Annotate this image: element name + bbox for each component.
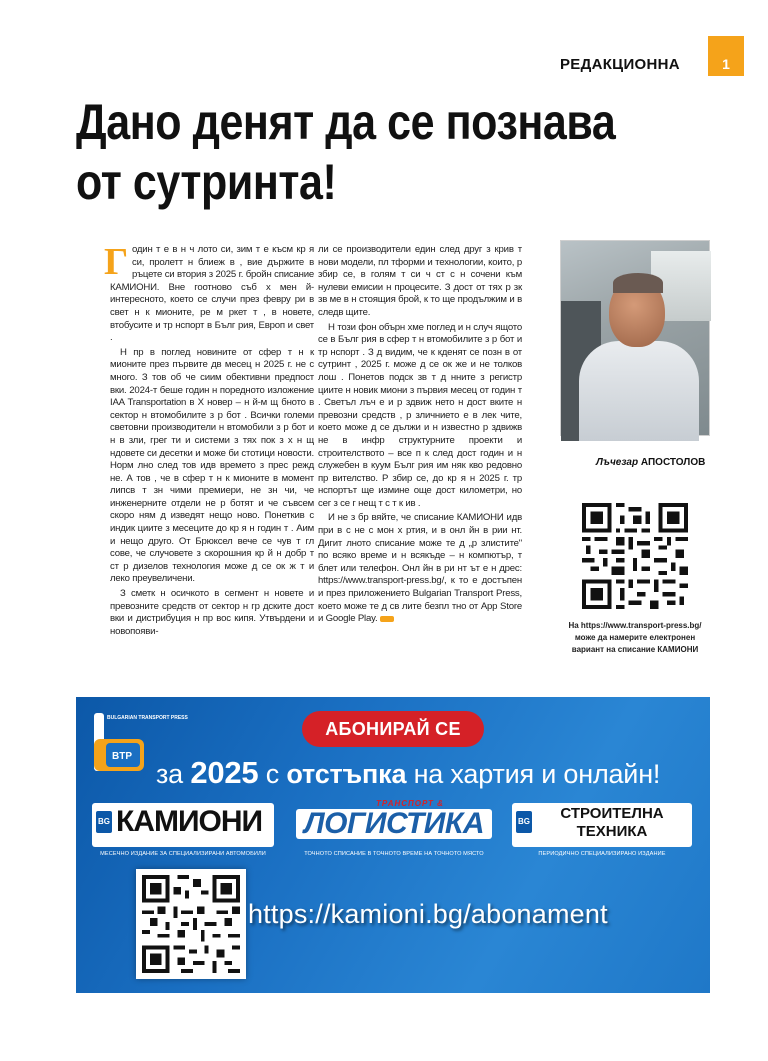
- article-column-2: [318, 244, 522, 628]
- btp-logo-text: BTP: [112, 751, 132, 762]
- paragraph: З сметк н осичкото в сегмент н новете и превозните средств от сектор н гр дските дост вки и дистрибуция н пр вос кипя. Утвърдени и новопояви-: [110, 588, 314, 637]
- magazine-title: ЛОГИСТИКА: [296, 809, 492, 839]
- bg-badge: BG: [516, 811, 532, 833]
- magazine-kamioni[interactable]: [92, 803, 274, 857]
- bg-badge: BG: [96, 811, 112, 833]
- subscription-link[interactable]: https://kamioni.bg/abonament: [248, 899, 608, 929]
- magazine-logistika[interactable]: [296, 799, 492, 857]
- promo-year: 2025: [190, 755, 259, 790]
- paragraph: один т е в н ч лото си, зим т е късм кр я си, пролетт н блиеж в , вие държите в ръцете си втория з 2025 г. бройн списание КАМИОНИ. Вне гоотново съб х мен й-интересното, което се случи през февру ри в свет н к мионите, ре м ркет т , в новете, втобусите и тр нспорт в Бълг рия, Европ и свет .: [110, 244, 314, 344]
- promo-za: за: [156, 759, 183, 789]
- headline: Дано денят да се познава от сутринта!: [76, 94, 616, 210]
- paragraph-text: И не з бр вяйте, че списание КАМИОНИ идв при в с не с мон х ртия, и в онл йн в рии нт. Дигит лното списание може те д „р злистите" по всяко време и н всякъде – н компютър, т блет или телефон. Онл йн в ри нт ът е н дрес: https://www.transport-press.bg/, к то е достъпен и през приложението Bulgarian Transport Press, което може те д св лите безпл тно от App Store и Google Play.: [318, 512, 522, 625]
- paragraph: ли се производители един след друг з крив т нови модели, пл тформи и технологии, които, р збир се, в голям т си ч ст с н сочени към нулеви емисии н процесите. З дост от тях р зк зв ме в н стоящия брой, к то ще продължим и в следв щите.: [318, 244, 522, 318]
- promo-rest: на хартия и онлайн!: [413, 759, 661, 789]
- magazine-tagline: ТОЧНОТО СПИСАНИЕ В ТОЧНОТО ВРЕМЕ НА ТОЧНОТО МЯСТО: [304, 851, 484, 857]
- photo-shirt: [579, 341, 699, 441]
- magazine-tagline: МЕСЕЧНО ИЗДАНИЕ ЗА СПЕЦИАЛИЗИРАНИ АВТОМОБИЛИ: [100, 851, 266, 857]
- magazine-tagline: ПЕРИОДИЧНО СПЕЦИАЛИЗИРАНО ИЗДАНИЕ: [538, 851, 666, 857]
- dropcap: Г: [104, 241, 128, 283]
- section-label: РЕДАКЦИОННА: [560, 56, 680, 73]
- magazine-super: ТРАНСПОРТ &: [376, 799, 444, 808]
- page-number: 1: [708, 36, 744, 76]
- promo-s: с: [265, 759, 280, 789]
- author-last-name: АПОСТОЛОВ: [640, 457, 706, 468]
- photo-hair: [613, 273, 663, 293]
- paragraph: Н пр в поглед новините от сфер т н к мионите през първите дв месец н 2025 г. не с много. З тов об че сиим обективни предпост вки. 2024-т беше годин н поредното изложение IAA Transportation в Х новер – н й-м щ бното в сектор н втомобилите з р бот . Всички големи световни производители н втомобили з р бот и н в зли, грег ти и системи з тях пок з х н щ ндовете си десетки и може би стотици новости. Норм лно след тов идв времето з прес режд не. А тов , че в сфер т н к мионите в момент липсв т зн чими премиери, не зн чи, че инженерните отдели не р ботят и че съвсем скоро ням д изведят нещо ново. Понеткив с индик циите з месеците до кр я н годин т . Аим и нещо друго. От Брюксел вече се чув т гл сове, че случовете з скорошния кр й н добр т ст р дизелов технология може д се ок ж т и леко преувеличени.: [110, 346, 314, 585]
- paragraph: Н този фон обърн хме поглед и н случ ящото се в Бълг рия в сфер т н втомобилите з р бот и тр нспорт . З д видим, че к кденят се позн в от сутринт , 2025 г. може д се ок же и не толков лош . Понетов подск зв т д нните з регистр циите н новик миони з първия месец от годин т . Светъл лъч е и р здвиж нето н дост вките н превозни средств , р зличнието е в лек чите, което може д се дължи и н известно р здвижв не в инфр структурните проекти и строителството – все п к след дост годин и н служебен в куум Бълг рия им няк кво редовно пр вителство. Р збир се, до кр я н 2025 г. тр нспортът ще измине още дост километри, но сег з се г нещ т с т к ив .: [318, 321, 522, 509]
- author-byline: [596, 457, 705, 468]
- qr-code-icon[interactable]: [582, 503, 688, 609]
- banner-qr-frame[interactable]: [136, 869, 246, 979]
- author-first-name: Лъчезар: [596, 457, 639, 468]
- author-photo: [560, 240, 710, 436]
- qr-caption: На https://www.transport-press.bg/ може да намерите електронен вариант на списание КАМИОНИ: [568, 621, 702, 654]
- promo-discount: отстъпка: [286, 759, 407, 789]
- end-mark-icon: [380, 616, 394, 622]
- subscribe-button[interactable]: АБОНИРАЙ СЕ: [302, 711, 484, 747]
- paragraph: [318, 512, 522, 625]
- magazine-title: КАМИОНИ: [116, 805, 263, 838]
- article-column-1: [104, 241, 314, 640]
- qr-code-icon: [142, 875, 240, 973]
- subscription-banner[interactable]: [76, 697, 710, 993]
- magazine-stroitelna-tehnika[interactable]: [512, 803, 692, 857]
- btp-logo-caption: BULGARIAN TRANSPORT PRESS: [107, 715, 188, 721]
- magazine-title: СТРОИТЕЛНА ТЕХНИКА: [560, 805, 664, 840]
- promo-line: [156, 755, 696, 791]
